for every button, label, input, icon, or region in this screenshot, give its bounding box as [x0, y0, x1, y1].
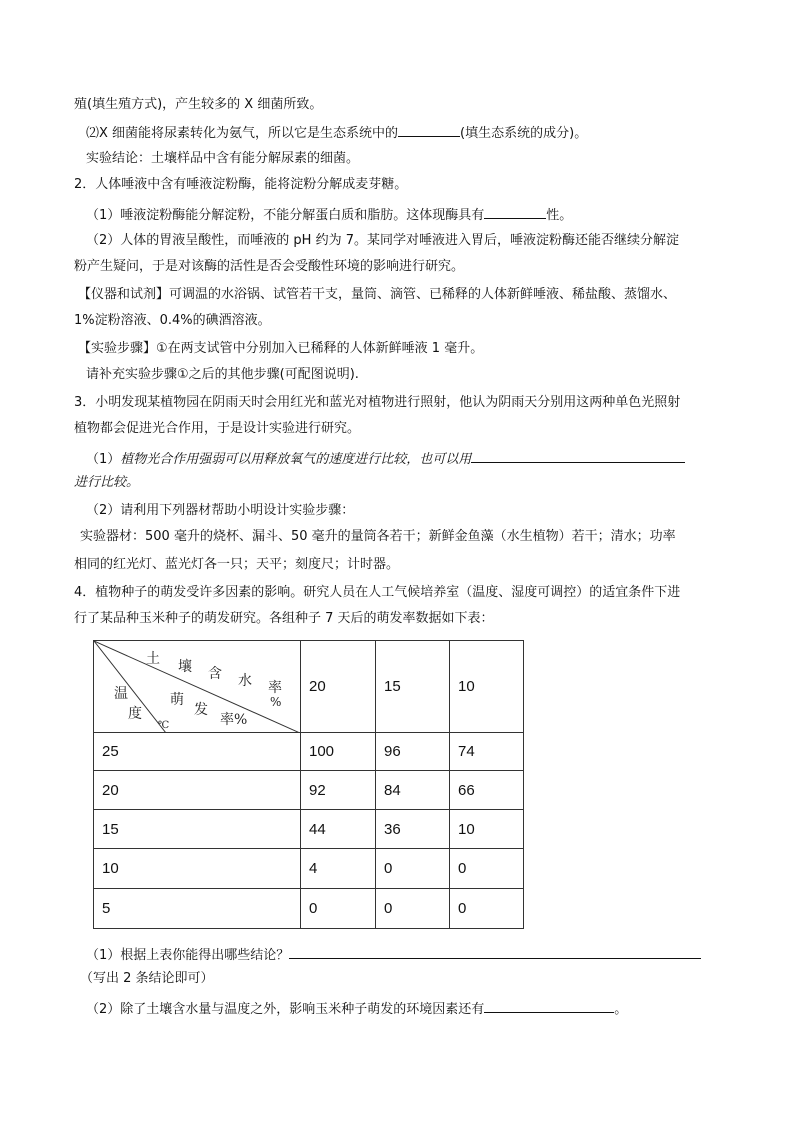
header-char: 发: [194, 702, 208, 718]
text-part: 植物光合作用强弱可以用释放氧气的速度进行比较，也可以用: [120, 452, 472, 467]
text-line: 殖(填生殖方式)，产生较多的 X 细菌所致。: [74, 97, 323, 112]
table-cell: 0: [301, 889, 376, 929]
table-cell: 10: [450, 810, 524, 849]
question-3: 3．小明发现某植物园在阴雨天时会用红光和蓝光对植物进行照射，他认为阴雨天分别用这两种单色光照射: [74, 395, 681, 410]
question-2: 2．人体唾液中含有唾液淀粉酶，能将淀粉分解成麦芽糖。: [74, 177, 408, 192]
text-line: [86, 448, 685, 469]
table-row: [94, 889, 524, 929]
table-row: [94, 810, 524, 849]
text-part: （1）根据上表你能得出哪些结论？: [86, 948, 290, 963]
text-line: [86, 122, 587, 143]
table-cell: 4: [301, 849, 376, 889]
text-line: 【仪器和试剂】可调温的水浴锅、试管若干支，量筒、滴管、已稀释的人体新鲜唾液、稀盐酸、蒸馏水、: [78, 287, 677, 302]
table-cell: 66: [450, 771, 524, 810]
text-line: 粉产生疑问，于是对该酶的活性是否会受酸性环境的影响进行研究。: [74, 259, 465, 274]
column-header: 10: [450, 641, 524, 733]
text-line: （2）请利用下列器材帮助小明设计实验步骤：: [86, 503, 355, 518]
text-part: (填生态系统的成分)。: [460, 126, 588, 141]
table-cell: 0: [450, 849, 524, 889]
header-char: %: [270, 695, 282, 709]
table-row: [94, 849, 524, 889]
answer-blank[interactable]: [471, 448, 685, 463]
header-char: 温: [114, 686, 128, 702]
text-line: 实验器材：500 毫升的烧杯、漏斗、50 毫升的量筒各若干；新鲜金鱼藻（水生植物）若干；清水；功率: [80, 529, 676, 544]
answer-blank[interactable]: [484, 998, 614, 1013]
text-part: （1）: [86, 452, 121, 467]
text-line: 进行比较。: [74, 475, 140, 490]
text-line: 请补充实验步骤①之后的其他步骤(可配图说明).: [86, 367, 359, 382]
text-line: 【实验步骤】①在两支试管中分别加入已稀释的人体新鲜唾液 1 毫升。: [78, 341, 484, 356]
table-cell: 0: [376, 889, 450, 929]
table-cell: 100: [301, 733, 376, 771]
table-cell: 74: [450, 733, 524, 771]
text-line: 行了某品种玉米种子的萌发研究。各组种子 7 天后的萌发率数据如下表：: [74, 611, 494, 626]
header-char: 度: [128, 706, 142, 722]
table-cell: 84: [376, 771, 450, 810]
header-char: 率: [268, 680, 282, 696]
text-line: （2）人体的胃液呈酸性，而唾液的 pH 约为 7。某同学对唾液进入胃后，唾液淀粉酶还能否继续分解淀: [86, 233, 679, 248]
germination-table: [93, 640, 524, 929]
header-char: 含: [208, 666, 222, 682]
text-line: 1%淀粉溶液、0.4%的碘酒溶液。: [74, 313, 271, 328]
table-cell: 92: [301, 771, 376, 810]
text-line: [86, 944, 701, 965]
answer-blank[interactable]: [484, 204, 546, 219]
text-part: 性。: [546, 208, 573, 223]
column-header: 15: [376, 641, 450, 733]
table-cell: 96: [376, 733, 450, 771]
row-header: 5: [94, 889, 301, 929]
text-line: 实验结论：土壤样品中含有能分解尿素的细菌。: [86, 151, 360, 166]
row-header: 10: [94, 849, 301, 889]
column-header: 20: [301, 641, 376, 733]
row-header: 15: [94, 810, 301, 849]
table-row: [94, 771, 524, 810]
text-line: 植物都会促进光合作用，于是设计实验进行研究。: [74, 421, 361, 436]
answer-blank[interactable]: [398, 122, 460, 137]
header-char: 萌: [170, 692, 184, 708]
text-part: ⑵X 细菌能将尿素转化为氨气，所以它是生态系统中的: [86, 126, 399, 141]
header-char: 率%: [220, 712, 248, 728]
text-line: （写出 2 条结论即可）: [80, 971, 214, 986]
row-header: 25: [94, 733, 301, 771]
text-part: 。: [614, 1002, 628, 1017]
header-char: 土: [146, 651, 160, 667]
header-char: 水: [238, 673, 252, 689]
text-line: [86, 204, 572, 225]
diagonal-header-cell: [94, 641, 301, 733]
answer-blank[interactable]: [289, 944, 701, 959]
row-header: 20: [94, 771, 301, 810]
header-char: ℃: [158, 720, 170, 731]
text-part: （2）除了土壤含水量与温度之外，影响玉米种子萌发的环境因素还有: [86, 1002, 485, 1017]
text-line: [86, 998, 627, 1019]
table-cell: 36: [376, 810, 450, 849]
table-cell: 0: [376, 849, 450, 889]
table-row: [94, 733, 524, 771]
header-char: 壤: [178, 659, 192, 675]
table-cell: 0: [450, 889, 524, 929]
text-part: （1）唾液淀粉酶能分解淀粉，不能分解蛋白质和脂肪。这体现酶具有: [86, 208, 485, 223]
question-4: 4．植物种子的萌发受许多因素的影响。研究人员在人工气候培养室（温度、湿度可调控）的适宜条件下进: [74, 585, 681, 600]
table-cell: 44: [301, 810, 376, 849]
text-line: 相同的红光灯、蓝光灯各一只；天平；刻度尺；计时器。: [74, 557, 400, 572]
